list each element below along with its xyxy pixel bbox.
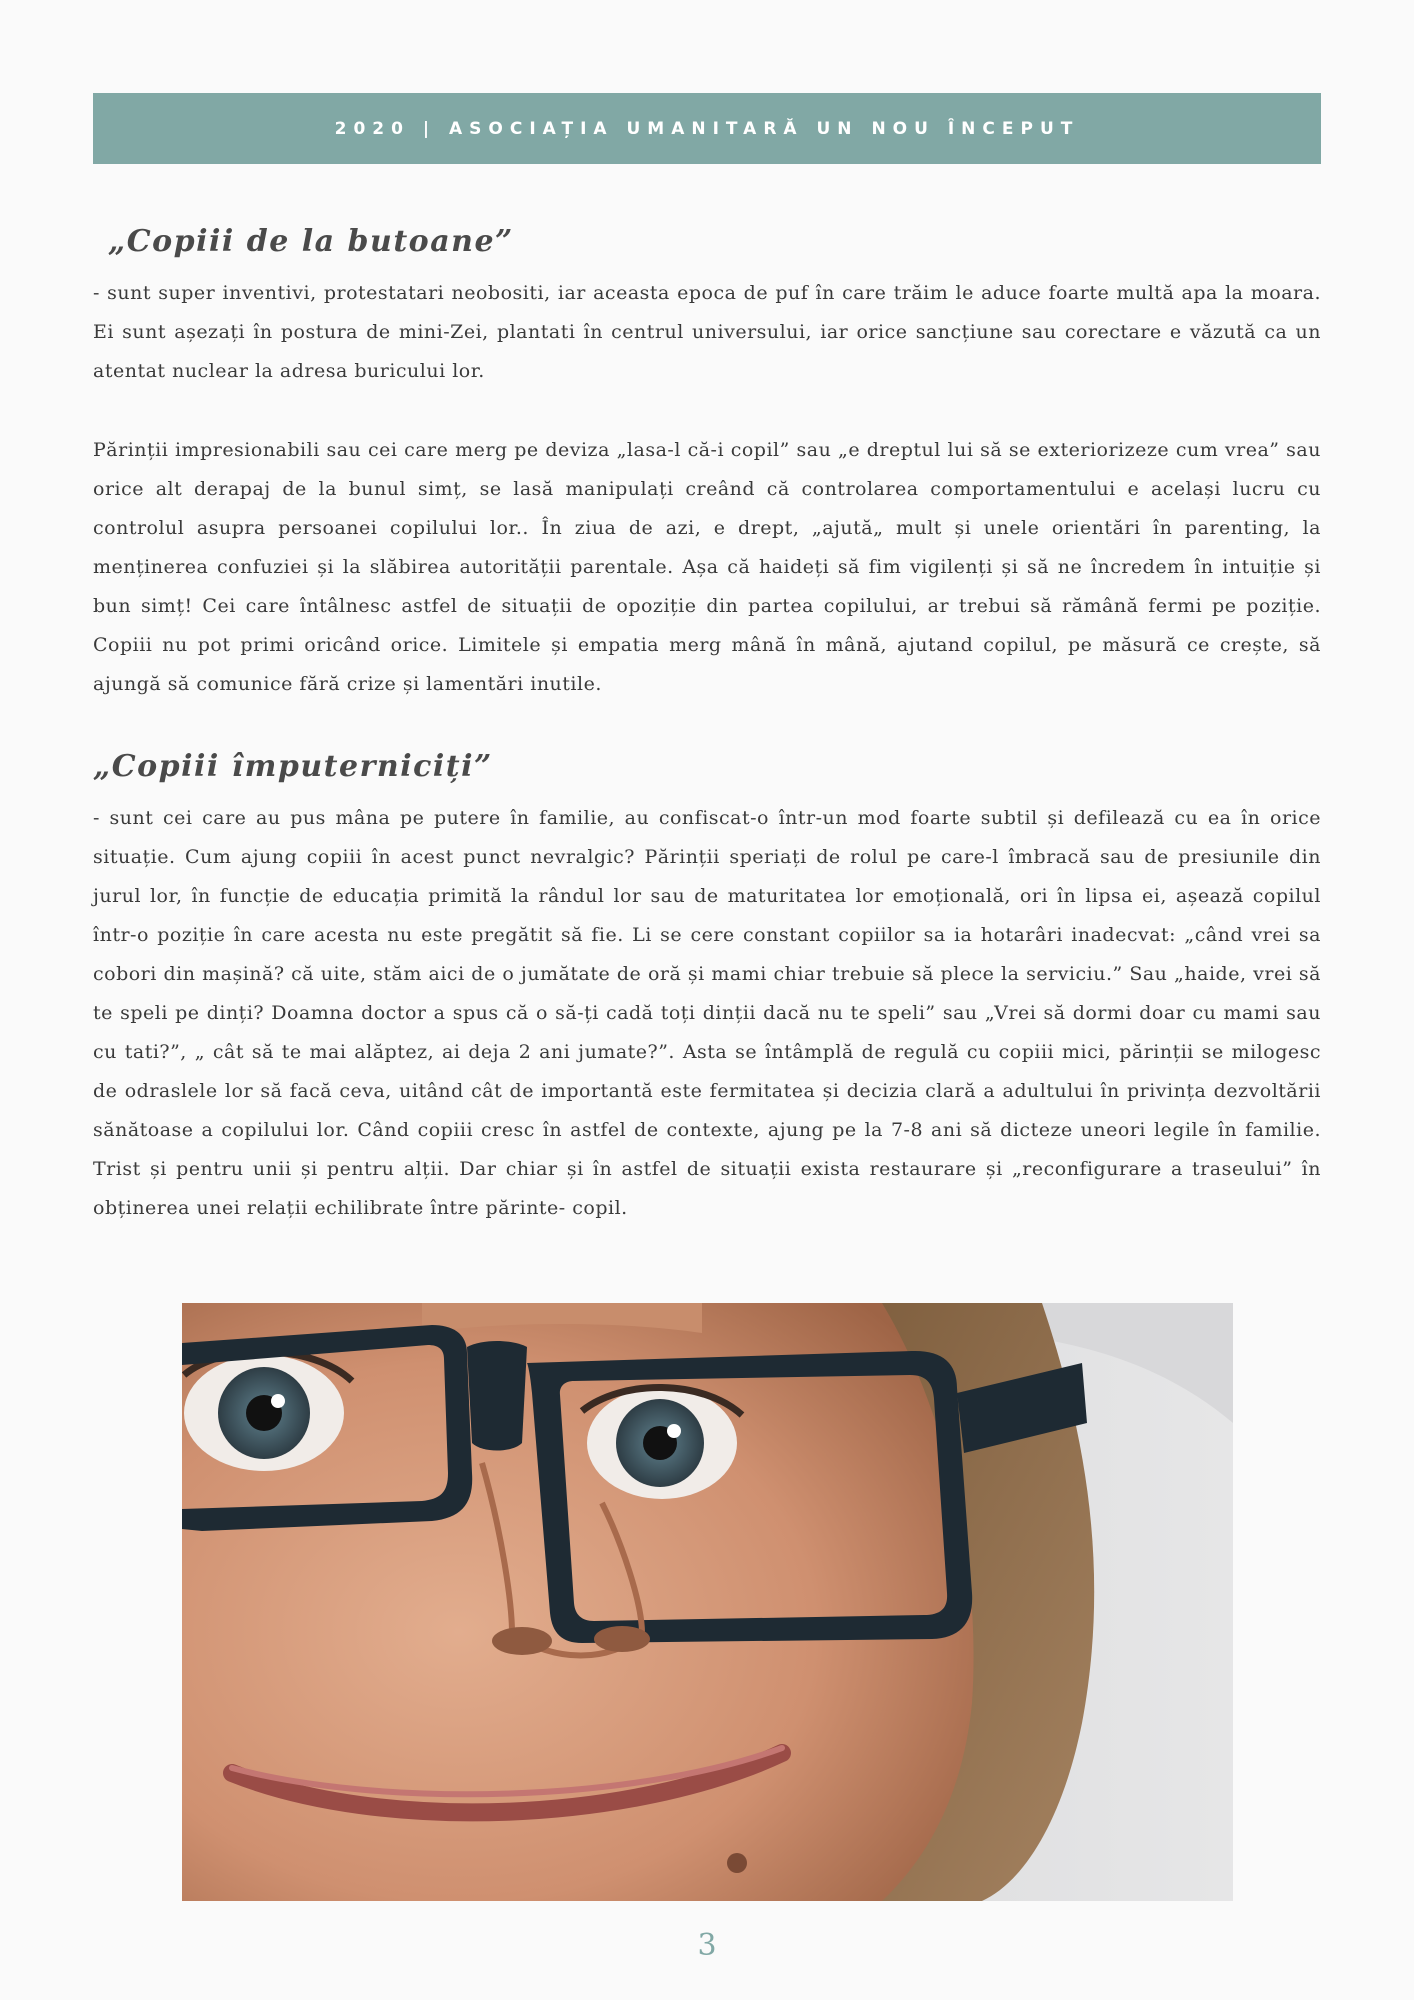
header-banner-text: 2020 | ASOCIAȚIA UMANITARĂ UN NOU ÎNCEPUT xyxy=(334,118,1080,139)
section1-paragraph-2: Părinții impresionabili sau cei care merg pe deviza „lasa-l că-i copil” sau „e dreptul lui să se exteriorizeze cum vrea” sau orice alt derapaj de la bunul simț, se lasă manipulați creând că controlarea comportamentului e același lucru cu controlul asupra persoanei copilului lor.. În ziua de azi, e drept, „ajută„ mult și unele orientări în parenting, la menținerea confuziei și la slăbirea autorității parentale. Așa că haideți să fim vigilenți și să ne încredem în intuiție și bun simț! Cei care întâlnesc astfel de situații de opoziție din partea copilului, ar trebui să rămână fermi pe poziție. Copiii nu pot primi oricând orice. Limitele și empatia merg mână în mână, ajutand copilul, pe măsură ce crește, să ajungă să comunice fără crize și lamentări inutile. xyxy=(93,439,1321,695)
header-banner xyxy=(93,93,1321,164)
section2-paragraph-1: - sunt cei care au pus mâna pe putere în familie, au confiscat-o într-un mod foarte subtil și defilează cu ea în orice situație. Cum ajung copiii în acest punct nevralgic? Părinții speriați de rolul pe care-l îmbracă sau de presiunile din jurul lor, în funcție de educația primită la rândul lor sau de maturitatea lor emoțională, ori în lipsa ei, așează copilul într-o poziție în care acesta nu este pregătit să fie. Li se cere constant copiilor sa ia hotarâri inadecvat: „când vrei sa cobori din mașină? că uite, stăm aici de o jumătate de oră și mami chiar trebuie să plece la serviciu.” Sau „haide, vrei să te speli pe dinți? Doamna doctor a spus că o să-ți cadă toți dinții dacă nu te speli” sau „Vrei să dormi doar cu mami sau cu tati?”, „ cât să te mai alăptez, ai deja 2 ani jumate?”. Asta se întâmplă de regulă cu copiii mici, părinții se milogesc de odraslele lor să facă ceva, uitând cât de importantă este fermitatea și decizia clară a adultului în privința dezvoltării sănătoase a copilului lor. Când copiii cresc în astfel de contexte, ajung pe la 7-8 ani să dicteze uneori legile în familie. Trist și pentru unii și pentru alții. Dar chiar și în astfel de situații exista restaurare și „reconfigurare a traseului” în obținerea unei relații echilibrate între părinte- copil. xyxy=(93,807,1321,1219)
section-heading-copiii-de-la-butoane: „Copiii de la butoane” xyxy=(108,224,514,259)
child-with-glasses-photo xyxy=(182,1303,1233,1901)
page-number: 3 xyxy=(697,1928,717,1963)
section-heading-copiii-imputerniciti: „Copiii împuterniciți” xyxy=(93,749,493,784)
section1-paragraph-1: - sunt super inventivi, protestatari neobositi, iar aceasta epoca de puf în care trăim le aduce foarte multă apa la moara. Ei sunt așezați în postura de mini-Zei, plantati în centrul universului, iar orice sancțiune sau corectare e văzută ca un atentat nuclear la adresa buricului lor. xyxy=(93,282,1321,382)
